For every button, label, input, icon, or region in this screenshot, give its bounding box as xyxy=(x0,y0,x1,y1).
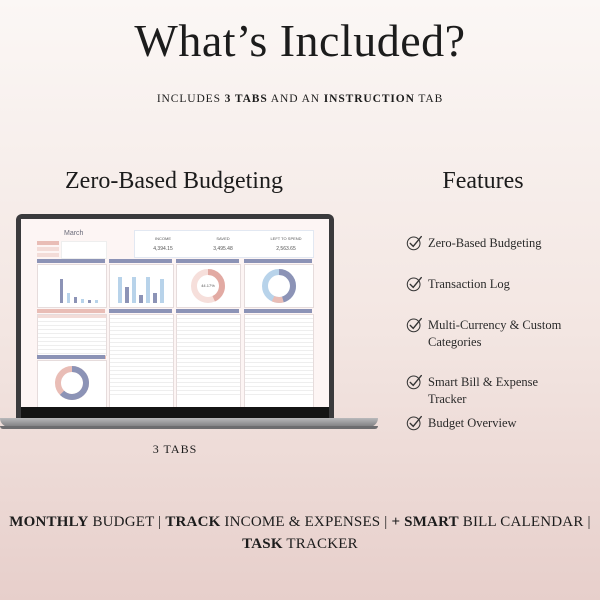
feature-label: Transaction Log xyxy=(428,277,510,291)
cashflow-bar xyxy=(60,279,63,303)
feature-item xyxy=(406,235,542,252)
stat-value-left: 2,563.65 xyxy=(276,246,296,252)
check-circle-icon xyxy=(406,373,423,390)
left-section-heading: Zero-Based Budgeting xyxy=(65,168,283,194)
tabs-caption: 3 TABS xyxy=(152,442,198,456)
tagline-part: BILL CALENDAR | xyxy=(458,514,591,530)
tagline-part: TRACKER xyxy=(282,536,358,552)
feature-item xyxy=(406,374,578,408)
budget-bar xyxy=(146,277,150,303)
savings-distribution-chart xyxy=(244,264,314,308)
expenses-table-header xyxy=(109,309,172,313)
income-table-header xyxy=(37,309,105,313)
feature-label: Budget Overview xyxy=(428,416,517,430)
month-title: March xyxy=(64,230,84,237)
feature-item xyxy=(406,317,578,351)
expenses-budget-chart xyxy=(109,264,174,308)
stat-label-income: INCOME xyxy=(155,236,171,241)
subtitle-suffix: TAB xyxy=(414,93,444,105)
check-circle-icon xyxy=(406,275,423,292)
feature-item xyxy=(406,415,517,432)
cashflow-bar xyxy=(95,300,98,303)
cashflow-chart xyxy=(37,264,107,308)
page-title: What’s Included? xyxy=(134,15,466,66)
income-breakdown-chart xyxy=(37,360,107,407)
feature-label: Multi-Currency & Custom Categories xyxy=(428,318,562,349)
feature-item xyxy=(406,276,510,293)
tagline-part: TASK xyxy=(242,536,283,552)
savings-table-header xyxy=(244,309,312,313)
month-selector-1 xyxy=(37,241,59,245)
month-selector-2 xyxy=(37,247,59,251)
donut-value: 44.17% xyxy=(201,283,215,288)
left-to-spend-chart xyxy=(176,264,241,308)
cashflow-bar xyxy=(67,293,70,303)
income-breakdown-donut xyxy=(38,361,106,407)
features-heading: Features xyxy=(442,168,524,194)
subtitle-instruction: INSTRUCTION xyxy=(323,93,415,105)
expenses-budget-header xyxy=(109,259,172,263)
tagline-part: TRACK xyxy=(165,514,221,530)
budget-bar xyxy=(153,293,157,303)
stat-label-left: LEFT TO SPEND xyxy=(270,236,302,241)
tagline-part: + SMART xyxy=(391,514,459,530)
subtitle xyxy=(0,93,600,105)
cashflow-bar xyxy=(81,299,84,303)
check-circle-icon xyxy=(406,234,423,251)
cashflow-bar xyxy=(74,297,77,303)
savings-donut xyxy=(245,265,313,307)
left-to-spend-header xyxy=(176,259,239,263)
savings-distribution-header xyxy=(244,259,312,263)
savings-table xyxy=(244,314,314,407)
subtitle-tabs-count: 3 TABS xyxy=(224,93,268,105)
feature-label: Smart Bill & Expense Tracker xyxy=(428,375,539,406)
stats-box xyxy=(134,230,314,258)
laptop-base-shadow xyxy=(0,426,378,429)
expenses-table xyxy=(109,314,174,407)
bills-table xyxy=(176,314,241,407)
budget-bar xyxy=(160,279,164,303)
budget-bar xyxy=(132,277,136,303)
subtitle-prefix: INCLUDES xyxy=(156,93,225,105)
month-selector-3 xyxy=(37,253,59,257)
income-table xyxy=(37,314,107,356)
stat-value-saved: 3,495.48 xyxy=(213,246,233,252)
tagline-part: BUDGET | xyxy=(88,514,166,530)
tagline-part: MONTHLY xyxy=(9,514,89,530)
tagline-part: INCOME & EXPENSES | xyxy=(220,514,392,530)
cashflow-header xyxy=(37,259,105,263)
month-values xyxy=(61,241,107,259)
feature-label: Zero-Based Budgeting xyxy=(428,236,542,250)
check-circle-icon xyxy=(406,316,423,333)
budget-bar xyxy=(118,277,122,303)
subtitle-middle: AND AN xyxy=(267,93,324,105)
income-breakdown-header xyxy=(37,355,105,359)
budget-bar xyxy=(139,295,143,303)
stat-value-income: 4,394.15 xyxy=(153,246,173,252)
bottom-tagline xyxy=(0,511,600,555)
cashflow-bar xyxy=(88,300,91,303)
laptop-screen xyxy=(21,219,329,407)
bills-table-header xyxy=(176,309,239,313)
budget-bar xyxy=(125,287,129,303)
check-circle-icon xyxy=(406,414,423,431)
stat-label-saved: SAVED xyxy=(216,236,230,241)
